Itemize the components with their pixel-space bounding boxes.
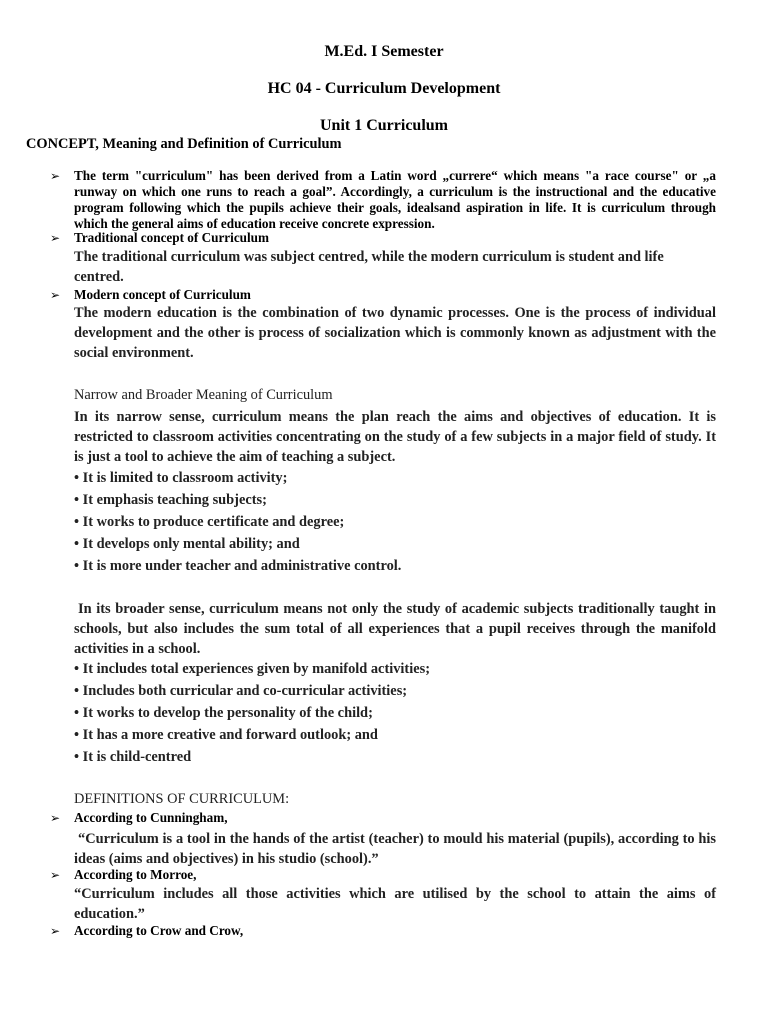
unit-title: Unit 1 Curriculum (320, 117, 448, 134)
modern-concept-label: Modern concept of Curriculum (74, 287, 251, 302)
traditional-concept-label: Traditional concept of Curriculum (74, 230, 269, 245)
list-item: • It is limited to classroom activity; (74, 470, 288, 486)
broader-sense-paragraph: In its broader sense, curriculum means not only the study of academic subjects traditionally taught in schools, but also includes the sum total of all experiences that a pupil receives through the manifold activities in a school. (74, 601, 716, 657)
list-item: • It works to develop the personality of the child; (74, 705, 373, 721)
bullet-icon: • (74, 661, 80, 677)
semester-title: M.Ed. I Semester (324, 43, 444, 60)
narrow-sense-paragraph: In its narrow sense, curriculum means the plan reach the aims and objectives of education. It is restricted to classroom activities concentrating on the study of a few subjects in a major field of study. It is just a tool to achieve the aim of teaching a subject. (74, 409, 716, 465)
bullet-icon: • (74, 683, 80, 699)
list-item: • It is more under teacher and administrative control. (74, 558, 402, 574)
bullet-icon: • (74, 705, 80, 721)
bullet-icon: • (74, 558, 80, 574)
list-item: • It has a more creative and forward outlook; and (74, 727, 378, 743)
list-item: • It emphasis teaching subjects; (74, 492, 267, 508)
list-item: • It is child-centred (74, 749, 192, 765)
curriculum-etymology-paragraph: The term "curriculum" has been derived from a Latin word „currere“ which means "a race course" or „a runway on which one runs to reach a goal”. Accordingly, a curriculum is the instructional and the educative program following which the pupils achieve their goals, idealsand aspiration in life. It is curriculum through which the general aims of education receive concrete expression. (74, 168, 716, 231)
arrow-bullet-icon: ➢ (50, 924, 61, 938)
bullet-icon: • (74, 536, 80, 552)
arrow-bullet-icon: ➢ (50, 169, 61, 183)
cunningham-quote: “Curriculum is a tool in the hands of the artist (teacher) to mould his material (pupils), according to his ideas (aims and objectives) in his studio (school).” (74, 831, 716, 867)
arrow-bullet-icon: ➢ (50, 868, 61, 882)
list-item: • It works to produce certificate and degree; (74, 514, 345, 530)
arrow-bullet-icon: ➢ (50, 288, 61, 302)
broader-sense-list (74, 658, 430, 768)
bullet-icon: • (74, 492, 80, 508)
arrow-bullet-icon: ➢ (50, 811, 61, 825)
traditional-concept-text: The traditional curriculum was subject centred, while the modern curriculum is student and life centred. (74, 249, 664, 285)
list-item: • It includes total experiences given by manifold activities; (74, 661, 430, 677)
list-item: • It develops only mental ability; and (74, 536, 300, 552)
bullet-icon: • (74, 470, 80, 486)
list-item: • Includes both curricular and co-curricular activities; (74, 683, 408, 699)
narrow-broader-heading: Narrow and Broader Meaning of Curriculum (74, 387, 333, 403)
course-title: HC 04 - Curriculum Development (267, 80, 501, 97)
bullet-icon: • (74, 749, 80, 765)
crow-label: According to Crow and Crow, (74, 923, 244, 938)
narrow-sense-list (74, 467, 401, 577)
arrow-bullet-icon: ➢ (50, 231, 61, 245)
concept-heading: CONCEPT, Meaning and Definition of Curriculum (26, 136, 342, 152)
bullet-icon: • (74, 514, 80, 530)
definitions-heading: DEFINITIONS OF CURRICULUM: (74, 791, 290, 807)
cunningham-label: According to Cunningham, (74, 810, 228, 825)
modern-concept-text: The modern education is the combination of two dynamic processes. One is the process of individual development and the other is process of socialization which is commonly known as adjustment with the social environment. (74, 305, 716, 361)
bullet-icon: • (74, 727, 80, 743)
morroe-label: According to Morroe, (74, 867, 197, 882)
morroe-quote: “Curriculum includes all those activities which are utilised by the school to attain the aims of education.” (74, 886, 716, 922)
